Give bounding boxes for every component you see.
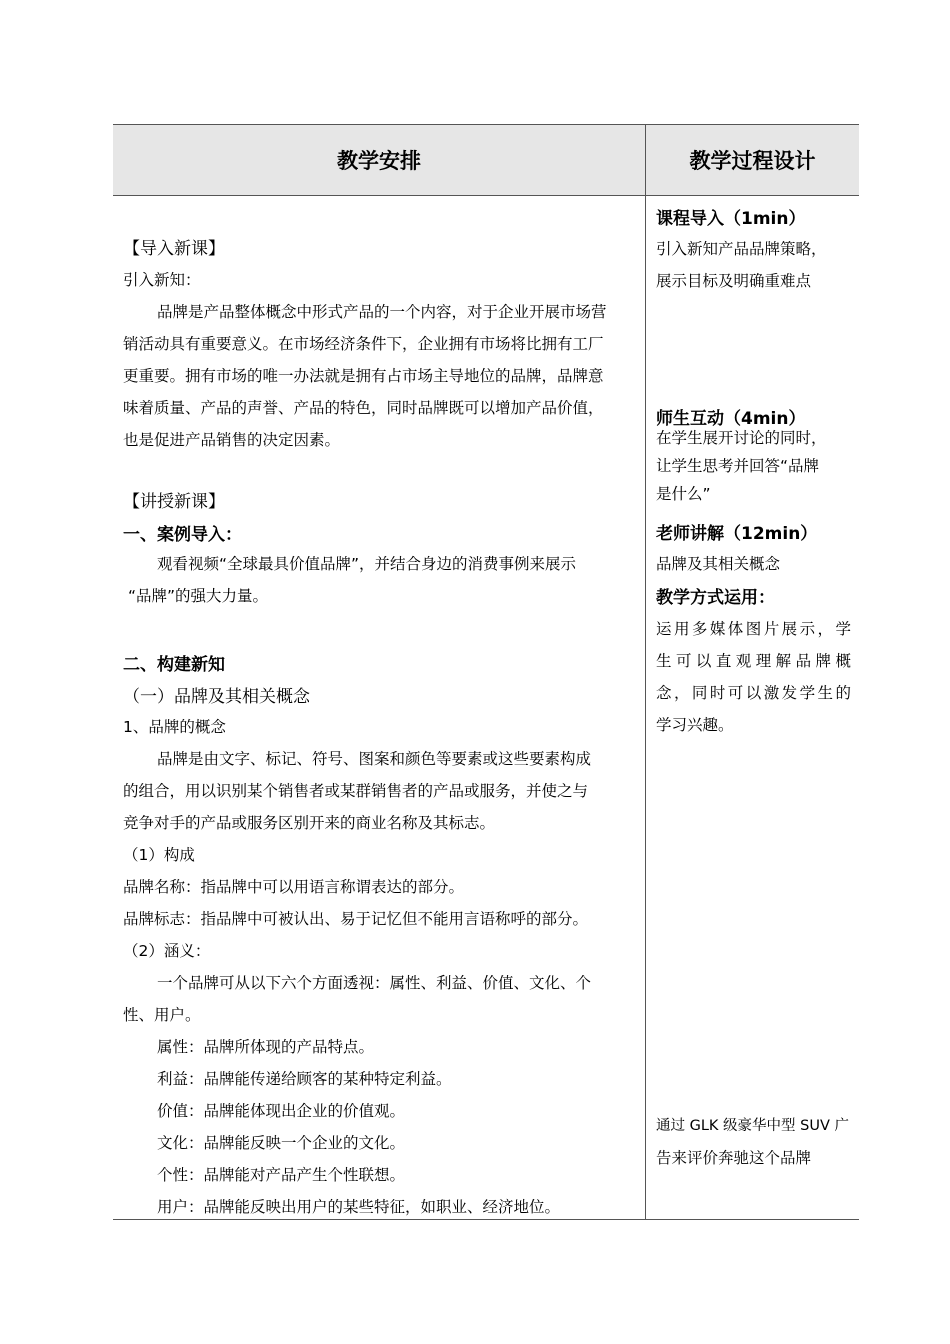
course-intro-line: 引入新知产品品牌策略，: [656, 240, 827, 258]
aspect-item: 利益：品牌能传递给顾客的某种特定利益。: [157, 1070, 452, 1088]
intro-paragraph-line: 品牌是产品整体概念中形式产品的一个内容，对于企业开展市场营: [157, 303, 607, 321]
method-line: 学习兴趣。: [656, 716, 734, 734]
aspect-item: 用户：品牌能反映出用户的某些特征，如职业、经济地位。: [157, 1198, 561, 1216]
meaning-paragraph-line: 一个品牌可从以下六个方面透视：属性、利益、价值、文化、个: [157, 974, 592, 992]
concept-paragraph-line: 的组合，用以识别某个销售者或某群销售者的产品或服务，并使之与: [123, 782, 589, 800]
section-teach-heading: 【讲授新课】: [123, 492, 225, 512]
sub-heading: （一）品牌及其相关概念: [123, 687, 310, 707]
aspect-item: 价值：品牌能体现出企业的价值观。: [157, 1102, 406, 1120]
brand-name-definition: 品牌名称：指品牌中可以用语言称谓表达的部分。: [123, 878, 465, 896]
interaction-title: 师生互动（4min）: [656, 409, 806, 429]
composition-label: （1）构成: [123, 846, 195, 864]
lecture-line: 品牌及其相关概念: [656, 555, 781, 573]
header-teaching-arrangement: 教学安排: [337, 149, 421, 173]
interaction-line: 是什么”: [656, 485, 711, 503]
course-intro-line: 展示目标及明确重难点: [656, 272, 812, 290]
concept-paragraph-line: 品牌是由文字、标记、符号、图案和颜色等要素或这些要素构成: [157, 750, 592, 768]
glk-example-line: 通过 GLK 级豪华中型 SUV 广: [656, 1118, 849, 1134]
course-intro-title: 课程导入（1min）: [656, 209, 806, 229]
table-header-row: [113, 125, 859, 196]
case-paragraph-line: “品牌”的强大力量。: [128, 587, 269, 605]
intro-paragraph-line: 也是促进产品销售的决定因素。: [123, 431, 341, 449]
intro-paragraph-line: 味着质量、产品的声誉、产品的特色，同时品牌既可以增加产品价值，: [123, 399, 604, 417]
meaning-paragraph-line: 性、用户。: [123, 1006, 201, 1024]
interaction-line: 在学生展开讨论的同时，: [656, 429, 827, 447]
method-title: 教学方式运用：: [656, 588, 775, 608]
aspect-item: 个性：品牌能对产品产生个性联想。: [157, 1166, 406, 1184]
header-teaching-process-design: 教学过程设计: [689, 149, 816, 173]
build-heading: 二、构建新知: [123, 655, 225, 675]
aspect-item: 属性：品牌所体现的产品特点。: [157, 1038, 375, 1056]
column-divider: [645, 125, 646, 1219]
intro-paragraph-line: 更重要。拥有市场的唯一办法就是拥有占市场主导地位的品牌，品牌意: [123, 367, 604, 385]
brand-mark-definition: 品牌标志：指品牌中可被认出、易于记忆但不能用言语称呼的部分。: [123, 910, 589, 928]
concept-heading: 1、品牌的概念: [123, 718, 226, 736]
glk-example-line: 告来评价奔驰这个品牌: [656, 1149, 812, 1167]
interaction-line: 让学生思考并回答“品牌: [656, 457, 820, 475]
lecture-title: 老师讲解（12min）: [656, 524, 818, 544]
meaning-label: （2）涵义：: [123, 942, 211, 960]
concept-paragraph-line: 竞争对手的产品或服务区别开来的商业名称及其标志。: [123, 814, 496, 832]
method-line: 生可以直观理解品牌概: [656, 652, 851, 670]
case-heading: 一、案例导入：: [123, 525, 242, 545]
case-paragraph-line: 观看视频“全球最具价值品牌”，并结合身边的消费事例来展示: [157, 555, 577, 573]
method-line: 念，同时可以激发学生的: [656, 684, 851, 702]
intro-paragraph-line: 销活动具有重要意义。在市场经济条件下，企业拥有市场将比拥有工厂: [123, 335, 604, 353]
aspect-item: 文化：品牌能反映一个企业的文化。: [157, 1134, 406, 1152]
intro-label: 引入新知：: [123, 271, 201, 289]
method-line: 运用多媒体图片展示，学: [656, 620, 851, 638]
section-intro-heading: 【导入新课】: [123, 239, 225, 259]
